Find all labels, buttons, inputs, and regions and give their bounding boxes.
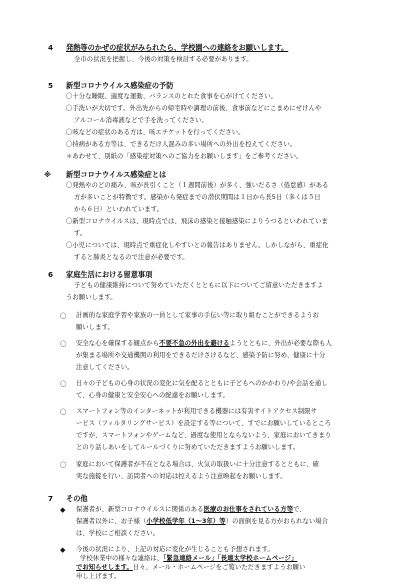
section-heading: 新型コロナウイルス感染症とは bbox=[66, 170, 167, 179]
list-item: ＊あわせて、別紙の「感染症対策へのご協力をお願いします」をご参考ください。 bbox=[66, 153, 303, 160]
list-item: ービス（フィルタリングサービス）を設定する等について、すでにお願いしているところ bbox=[76, 420, 331, 427]
list-item: は、学校にご相談ください。 bbox=[76, 530, 160, 537]
list-item: 注意してください。 bbox=[76, 364, 134, 371]
list-item: 計画的な家庭学習や家族の一員として家事の手伝い等に取り組むことができるようお bbox=[76, 312, 320, 319]
section-heading: 家庭生活における留意事項 bbox=[66, 270, 153, 279]
list-item: 願いします。 bbox=[76, 324, 114, 331]
circle-bullet-icon: 〇 bbox=[60, 380, 67, 388]
list-item: 保護者以外に、お子様（小学校低学年（1〜3年）等）の面倒を見る方がおられない場合 bbox=[76, 518, 329, 525]
section-number: ※ bbox=[44, 170, 51, 179]
list-item: 家庭において保護者が不在となる場合は、火気の取扱いに十分注意するとともに、確 bbox=[76, 461, 320, 468]
list-item: 学校休業中の様々な連絡は、「緊急連絡メール」「長連太学校ホームページ」 bbox=[80, 555, 298, 562]
list-item: 〇発熱やのどの痛み、咳が長引くこと（１週間前後）が多く、強いだるさ（倦怠感）がある bbox=[66, 182, 329, 189]
circle-bullet-icon: 〇 bbox=[60, 340, 67, 348]
list-item: 今後の状況により、上記の対応に変化が生じることも予想されます。 bbox=[76, 546, 274, 553]
diamond-bullet-icon: ◆ bbox=[60, 506, 66, 514]
section-heading: 発熱等のかぜの症状がみられたら、学校園への連絡をお願いします。 bbox=[66, 43, 289, 52]
list-item: す。 bbox=[74, 230, 87, 237]
section-number: 5 bbox=[48, 81, 54, 90]
section-number: 4 bbox=[48, 43, 54, 52]
section-text: 全市の状況を把握し、今後の対策を検討する必要があります。 bbox=[74, 56, 253, 63]
list-item: すると肺炎となるので注意が必要です。 bbox=[74, 254, 189, 261]
diamond-bullet-icon: ◆ bbox=[60, 546, 66, 554]
section-heading: その他 bbox=[66, 494, 88, 503]
list-item: が集まる場所や交通機関の利用をできるだけさけるなど、感染予防に努め、健康に十分 bbox=[76, 352, 326, 359]
list-item: スマートフォン等のインターネットが利用できる機器には有害サイトアクセス制限サ bbox=[76, 408, 318, 415]
list-item: から６日）といわれています。 bbox=[74, 206, 164, 213]
list-item: 〇咳などの症状のある方は、咳エチケットを行ってください。 bbox=[66, 129, 245, 136]
list-item: 実な施錠を行い、訪問者への対応は控えるよう注意喚起をお願いします。 bbox=[76, 473, 287, 480]
list-item: 日々の子どもの心身の状況の変化に気を配るとともに子どもへのかかわり/や会話を通し bbox=[76, 380, 328, 387]
list-item: て、心身の健康と安全安心への配慮をお願いします。 bbox=[76, 392, 229, 399]
section-number: 6 bbox=[48, 270, 54, 279]
list-item: とのり話しあいをしてルールづくりに努めていただきますようお願いします。 bbox=[76, 444, 300, 451]
list-item: 〇持病がある方等は、できるだけ人混みの多い場所への外出を控えてください。 bbox=[66, 141, 297, 148]
list-item: 〇小児については、現時点で重症化しやすいとの報告はありません。しかしながら、重症化 bbox=[66, 242, 329, 249]
section-number: 7 bbox=[48, 494, 54, 503]
list-item: アルコール消毒液などで手を洗ってください。 bbox=[74, 117, 208, 124]
list-item: 安全な心を確保する観点から不要不急の外出を避けるようとともに、外出が必要な際も人 bbox=[76, 340, 332, 347]
list-item: 〇十分な睡眠、適度な運動、バランスのとれた食事を心がけてください。 bbox=[66, 93, 277, 100]
list-item: 方が多いことが特徴です。感染から発症までの潜伏期間は１日から長5日（多くは５日 bbox=[74, 194, 321, 201]
section-text: 子どもの健康維持について努めていただくとともに以下についてご留意いただきますよ bbox=[74, 282, 324, 289]
section-heading: 新型コロナウイルス感染症の予防 bbox=[66, 81, 174, 90]
list-item: でお知らせします。日々、メール・ホームページをご覧いただきますようお願い bbox=[76, 564, 306, 571]
circle-bullet-icon: 〇 bbox=[60, 408, 67, 416]
circle-bullet-icon: 〇 bbox=[60, 312, 67, 320]
list-item: 保護者が、新型コロナウイルスに関係のある医療のお仕事をされている方等で、 bbox=[76, 506, 306, 513]
section-text: うお願いします。 bbox=[66, 294, 117, 301]
list-item: 〇手洗いが大切です。外出先からの帰宅時や調理の前後、食事前などにこまめにせけんや bbox=[66, 105, 322, 112]
list-item: 〇新型コロナウイルスは、現時点では、飛沫の感染と接触感染によりうつるといわれていま bbox=[66, 218, 328, 225]
list-item: 申し上げます。 bbox=[76, 573, 121, 580]
circle-bullet-icon: 〇 bbox=[60, 461, 67, 469]
list-item: ですが、スマートフォンやゲームなど、過度な使用とならないよう、家庭においてきまり bbox=[76, 432, 332, 439]
